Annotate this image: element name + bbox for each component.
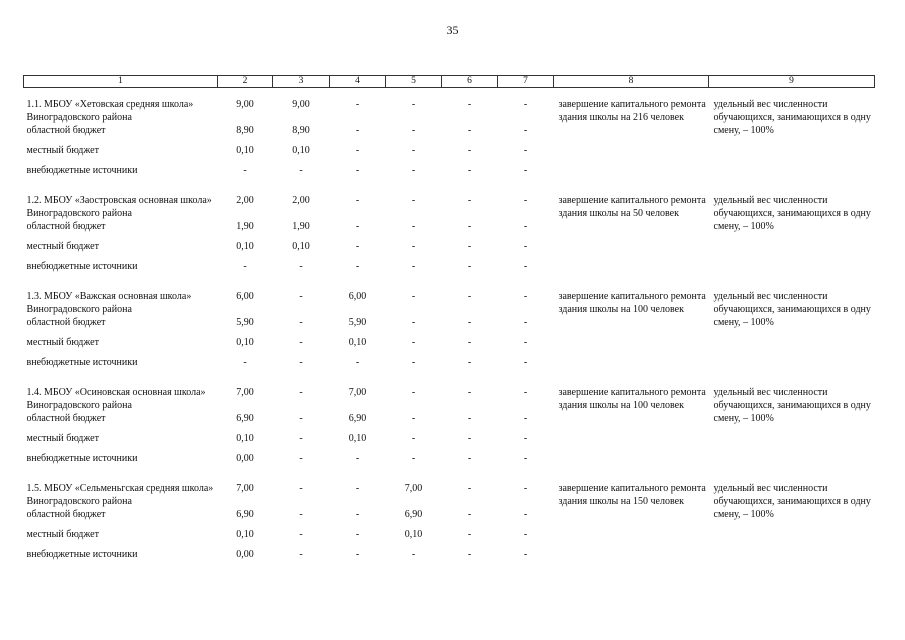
column-number: 4 (330, 76, 386, 88)
amount-cell: - (523, 317, 528, 328)
amount-cell: - (355, 145, 360, 156)
amount-cell: - (299, 337, 303, 348)
amount-cell: - (411, 433, 416, 444)
amount-cell: - (299, 413, 303, 424)
spacer-row (24, 184, 875, 194)
table-body (24, 88, 875, 569)
school-name: 1.4. МБОУ «Осиновская основная школа» Виноградовского района (26, 387, 206, 411)
amount-cell: - (355, 529, 360, 540)
funding-source-label: местный бюджет (26, 145, 99, 156)
amount-cell: 0,10 (404, 529, 423, 540)
amount-cell: - (355, 453, 360, 464)
expected-result: завершение капитального ремонта здания школы на 216 человек (558, 99, 706, 123)
column-number: 1 (24, 76, 218, 88)
amount-cell: - (523, 509, 528, 520)
column-number: 8 (554, 76, 709, 88)
amount-cell: - (467, 145, 472, 156)
amount-cell: - (411, 125, 416, 136)
amount-cell: - (467, 165, 472, 176)
funding-source-label: областной бюджет (26, 413, 106, 424)
amount-cell: - (467, 413, 472, 424)
funding-source-label: внебюджетные источники (26, 453, 138, 464)
amount-cell: 0,00 (236, 453, 254, 464)
column-number: 3 (273, 76, 330, 88)
amount-cell: - (523, 125, 528, 136)
amount-cell: 0,10 (236, 337, 254, 348)
amount-cell: 0,10 (292, 241, 310, 252)
amount-cell: - (467, 357, 472, 368)
funding-source-label: областной бюджет (26, 509, 106, 520)
amount-cell: - (411, 221, 416, 232)
target-indicator: удельный вес численности обучающихся, занимающихся в одну смену, – 100% (713, 483, 871, 520)
expected-result: завершение капитального ремонта здания школы на 100 человек (558, 291, 706, 315)
amount-cell: - (411, 387, 416, 398)
funding-source-label: местный бюджет (26, 337, 99, 348)
column-number: 6 (442, 76, 498, 88)
funding-source-label: областной бюджет (26, 125, 106, 136)
amount-cell: - (411, 317, 416, 328)
amount-cell: - (299, 387, 303, 398)
amount-cell: - (523, 483, 528, 494)
spacer-cell (24, 280, 875, 290)
amount-cell: - (467, 549, 472, 560)
amount-cell: - (299, 317, 303, 328)
target-indicator: удельный вес численности обучающихся, занимающихся в одну смену, – 100% (713, 99, 871, 136)
amount-cell: 0,10 (348, 433, 367, 444)
amount-cell: 1,90 (236, 221, 254, 232)
table-row (24, 386, 875, 412)
column-number-row (24, 76, 875, 88)
amount-cell: - (523, 291, 528, 302)
amount-cell: 7,00 (236, 387, 254, 398)
amount-cell: - (523, 145, 528, 156)
column-number: 9 (709, 76, 875, 88)
expected-result: завершение капитального ремонта здания школы на 150 человек (558, 483, 706, 507)
funding-source-label: внебюджетные источники (26, 165, 138, 176)
page-number: 35 (446, 23, 459, 37)
amount-cell: - (355, 195, 360, 206)
amount-cell: - (467, 125, 472, 136)
spacer-row (24, 88, 875, 99)
amount-cell: 6,90 (236, 509, 254, 520)
amount-cell: - (467, 387, 472, 398)
spacer-cell (24, 376, 875, 386)
amount-cell: - (523, 195, 528, 206)
amount-cell: - (467, 529, 472, 540)
amount-cell: - (355, 549, 360, 560)
amount-cell: 2,00 (292, 195, 310, 206)
spacer-row (24, 280, 875, 290)
school-name: 1.5. МБОУ «Сельменьгская средняя школа» Виноградовского района (26, 483, 214, 507)
amount-cell: - (523, 529, 528, 540)
school-name: 1.3. МБОУ «Важская основная школа» Виноградовского района (26, 291, 192, 315)
amount-cell: 0,10 (348, 337, 367, 348)
amount-cell: - (411, 99, 416, 110)
funding-source-label: местный бюджет (26, 433, 99, 444)
amount-cell: 5,90 (348, 317, 367, 328)
amount-cell: - (467, 509, 472, 520)
amount-cell: - (411, 413, 416, 424)
school-name: 1.1. МБОУ «Хетовская средняя школа» Виноградовского района (26, 99, 194, 123)
table-row (24, 482, 875, 508)
amount-cell: - (523, 337, 528, 348)
funding-source-label: местный бюджет (26, 241, 99, 252)
amount-cell: 5,90 (236, 317, 254, 328)
funding-source-label: областной бюджет (26, 317, 106, 328)
program-table (23, 75, 875, 568)
amount-cell: - (299, 483, 303, 494)
target-indicator: удельный вес численности обучающихся, занимающихся в одну смену, – 100% (713, 291, 871, 328)
spacer-row (24, 472, 875, 482)
amount-cell: - (411, 337, 416, 348)
expected-result: завершение капитального ремонта здания школы на 100 человек (558, 387, 706, 411)
spacer-cell (24, 184, 875, 194)
funding-source-label: областной бюджет (26, 221, 106, 232)
amount-cell: - (299, 509, 303, 520)
amount-cell: - (467, 433, 472, 444)
amount-cell: - (467, 261, 472, 272)
amount-cell: 8,90 (236, 125, 254, 136)
amount-cell: - (299, 261, 303, 272)
expected-result: завершение капитального ремонта здания школы на 50 человек (558, 195, 706, 219)
amount-cell: - (243, 357, 247, 368)
amount-cell: - (355, 261, 360, 272)
amount-cell: - (523, 453, 528, 464)
column-number: 5 (386, 76, 442, 88)
funding-source-label: внебюджетные источники (26, 549, 138, 560)
amount-cell: 0,10 (236, 145, 254, 156)
amount-cell: - (411, 145, 416, 156)
amount-cell: - (467, 221, 472, 232)
amount-cell: - (411, 291, 416, 302)
amount-cell: - (467, 99, 472, 110)
amount-cell: 0,10 (292, 145, 310, 156)
amount-cell: - (299, 357, 303, 368)
target-indicator: удельный вес численности обучающихся, занимающихся в одну смену, – 100% (713, 195, 871, 232)
amount-cell: - (523, 165, 528, 176)
amount-cell: - (411, 549, 416, 560)
funding-source-label: внебюджетные источники (26, 261, 138, 272)
column-number: 7 (498, 76, 554, 88)
amount-cell: - (411, 453, 416, 464)
amount-cell: - (523, 357, 528, 368)
amount-cell: - (411, 357, 416, 368)
amount-cell: 6,90 (236, 413, 254, 424)
amount-cell: 8,90 (292, 125, 310, 136)
spacer-row (24, 376, 875, 386)
amount-cell: - (355, 99, 360, 110)
amount-cell: 1,90 (292, 221, 310, 232)
amount-cell: 9,00 (236, 99, 254, 110)
school-name: 1.2. МБОУ «Заостровская основная школа» Виноградовского района (26, 195, 212, 219)
amount-cell: 0,10 (236, 241, 254, 252)
table-row (24, 98, 875, 124)
amount-cell: - (467, 483, 472, 494)
amount-cell: - (467, 317, 472, 328)
amount-cell: 7,00 (404, 483, 423, 494)
amount-cell: - (523, 433, 528, 444)
amount-cell: 0,10 (236, 529, 254, 540)
amount-cell: 6,90 (404, 509, 423, 520)
target-indicator: удельный вес численности обучающихся, занимающихся в одну смену, – 100% (713, 387, 871, 424)
amount-cell: 6,00 (236, 291, 254, 302)
funding-source-label: внебюджетные источники (26, 357, 138, 368)
amount-cell: - (355, 483, 360, 494)
amount-cell: - (467, 241, 472, 252)
amount-cell: - (355, 165, 360, 176)
spacer-cell (24, 88, 875, 99)
amount-cell: - (299, 549, 303, 560)
amount-cell: 2,00 (236, 195, 254, 206)
amount-cell: - (355, 125, 360, 136)
amount-cell: - (299, 291, 303, 302)
table-row (24, 194, 875, 220)
spacer-cell (24, 472, 875, 482)
amount-cell: - (355, 357, 360, 368)
amount-cell: - (355, 509, 360, 520)
amount-cell: 7,00 (348, 387, 367, 398)
amount-cell: - (523, 387, 528, 398)
amount-cell: - (411, 241, 416, 252)
amount-cell: - (299, 529, 303, 540)
amount-cell: - (523, 221, 528, 232)
amount-cell: - (299, 453, 303, 464)
amount-cell: - (467, 291, 472, 302)
amount-cell: - (411, 195, 416, 206)
amount-cell: 6,00 (348, 291, 367, 302)
amount-cell: - (523, 261, 528, 272)
amount-cell: 0,10 (236, 433, 254, 444)
column-number: 2 (218, 76, 273, 88)
amount-cell: - (411, 261, 416, 272)
amount-cell: 9,00 (292, 99, 310, 110)
funding-source-label: местный бюджет (26, 529, 99, 540)
amount-cell: - (523, 241, 528, 252)
amount-cell: - (411, 165, 416, 176)
amount-cell: - (355, 221, 360, 232)
amount-cell: - (355, 241, 360, 252)
amount-cell: - (523, 413, 528, 424)
amount-cell: - (299, 165, 303, 176)
amount-cell: - (523, 99, 528, 110)
amount-cell: - (467, 337, 472, 348)
amount-cell: 0,00 (236, 549, 254, 560)
amount-cell: - (243, 261, 247, 272)
amount-cell: - (523, 549, 528, 560)
amount-cell: - (467, 195, 472, 206)
amount-cell: - (299, 433, 303, 444)
amount-cell: - (467, 453, 472, 464)
table-row (24, 290, 875, 316)
amount-cell: 7,00 (236, 483, 254, 494)
amount-cell: 6,90 (348, 413, 367, 424)
amount-cell: - (243, 165, 247, 176)
